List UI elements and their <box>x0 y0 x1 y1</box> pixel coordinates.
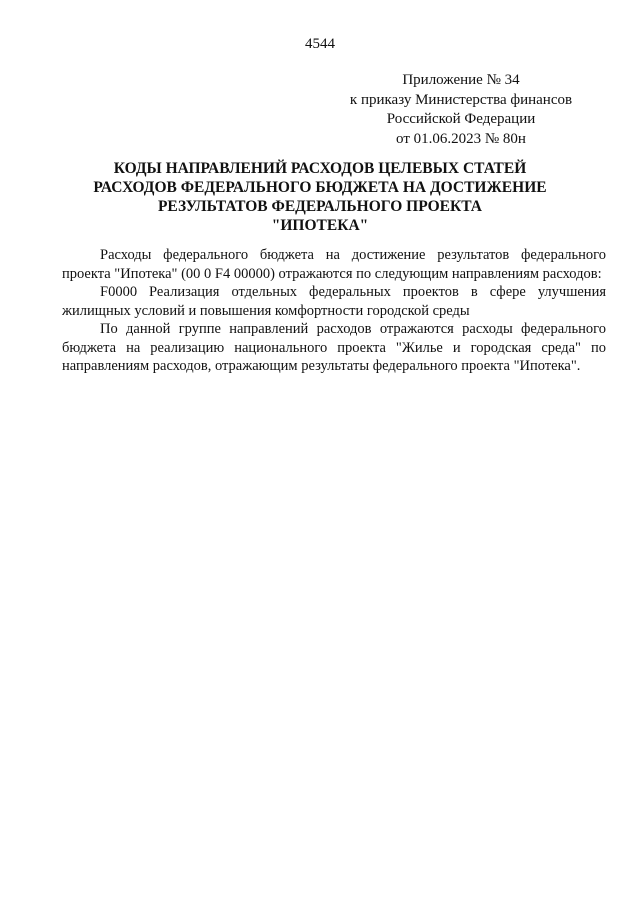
appendix-number: Приложение № 34 <box>402 72 520 88</box>
appendix-header <box>341 71 581 149</box>
paragraph-group-description: По данной группе направлений расходов отражаются расходы федерального бюджета на реализацию национального проекта "Жилье и городская среда" по направлениям расходов, отражающим результаты федерального проекта "Ипотека". <box>62 321 606 374</box>
appendix-authority: Российской Федерации <box>386 111 536 127</box>
page-number: 4544 <box>305 36 335 52</box>
title-line-3: РЕЗУЛЬТАТОВ ФЕДЕРАЛЬНОГО ПРОЕКТА <box>157 198 483 215</box>
title-line-1: КОДЫ НАПРАВЛЕНИЙ РАСХОДОВ ЦЕЛЕВЫХ СТАТЕЙ <box>113 160 527 177</box>
appendix-order-ref: к приказу Министерства финансов <box>349 91 573 108</box>
paragraph-code-f0000: F0000 Реализация отдельных федеральных проектов в сфере улучшения жилищных условий и повышения комфортности городской среды <box>62 284 606 319</box>
title-line-4: "ИПОТЕКА" <box>271 217 369 234</box>
appendix-order-date: от 01.06.2023 № 80н <box>396 130 526 147</box>
document-title <box>0 159 640 235</box>
document-body <box>62 246 606 376</box>
title-line-2: РАСХОДОВ ФЕДЕРАЛЬНОГО БЮДЖЕТА НА ДОСТИЖЕНИЕ <box>93 179 547 196</box>
paragraph-intro: Расходы федерального бюджета на достижение результатов федерального проекта "Ипотека" (00 0 F4 00000) отражаются по следующим направлениям расходов: <box>62 247 606 282</box>
